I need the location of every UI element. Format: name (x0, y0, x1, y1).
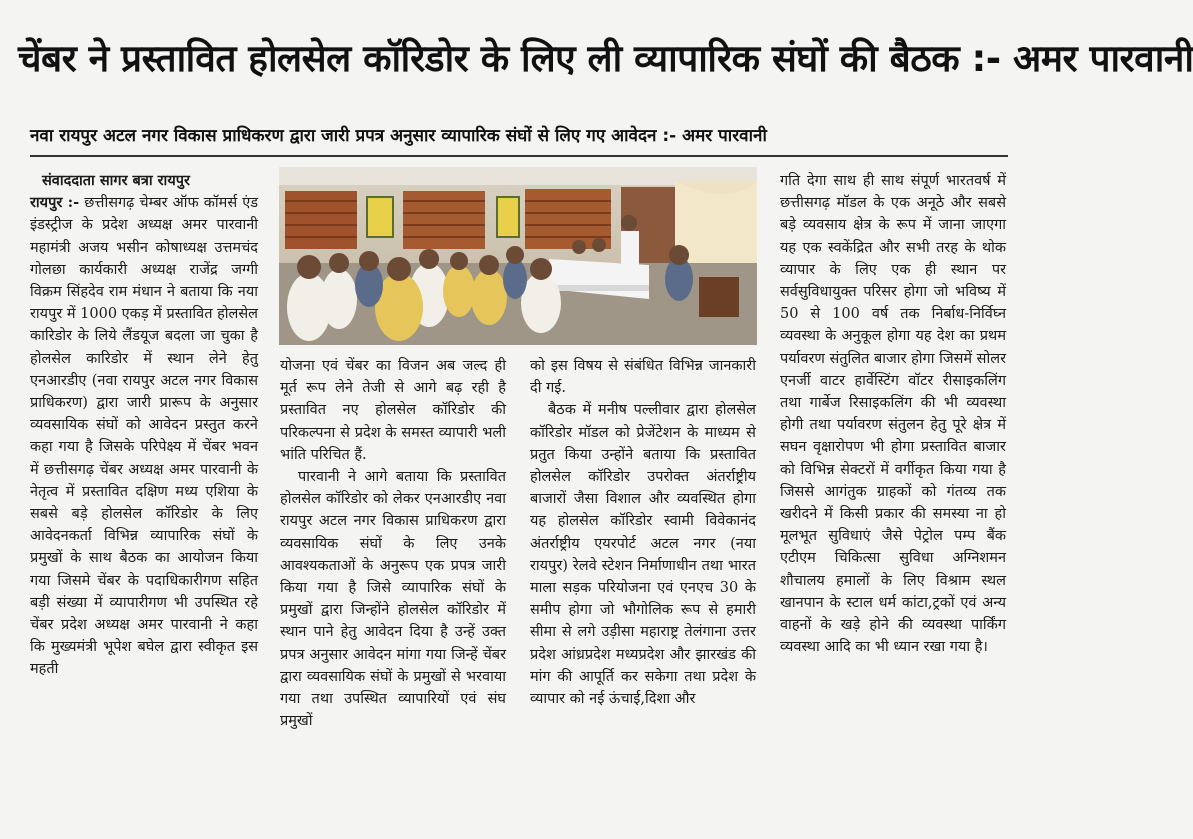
article-column-2 (280, 355, 506, 825)
column-1-text: छत्तीसगढ़ चेम्बर ऑफ कॉमर्स एंड इंडस्ट्रीज के प्रदेश अध्यक्ष अमर पारवानी महामंत्री अजय भसीन कोषाध्यक्ष उत्तमचंद गोलछा कार्यकारी अध्यक्ष राजेंद्र जग्गी विक्रम सिंहदेव राम मंधान ने बताया कि नया रायपुर में 1000 एकड़ में प्रस्तावित होलसेल कारिडोर के लिये लैंडयूज बदला जा चुका है होलसेल कारिडोर में स्थान लेने हेतु एनआरडीए (नवा रायपुर अटल नगर विकास प्राधिकरण) द्वारा जारी प्रारूप के अनुसार व्यवसायिक संघों को आवेदन प्रस्तुत करने कहा गया है जिसके परिपेक्ष्य में चेंबर भवन में छत्तीसगढ़ चेंबर अध्यक्ष अमर पारवानी के नेतृत्व में प्रस्तावित दक्षिण मध्य एशिया के सबसे बड़े होलसेल कॉरिडोर के लिए आवेदनकर्ता विभिन्न व्यापारिक संघों के प्रमुखों के साथ बैठक का आयोजन किया गया जिसमे चेंबर के पदाधिकारीगण सहित बड़ी संख्या में व्यापारीगण भी उपस्थित रहे चेंबर प्रदेश अध्यक्ष अमर पारवानी ने कहा कि मुख्यमंत्री भूपेश बघेल द्वारा स्वीकृत इस महती (30, 195, 258, 678)
meeting-photo (279, 167, 757, 345)
article-column-3 (530, 355, 756, 825)
column-4-text: गति देगा साथ ही साथ संपूर्ण भारतवर्ष में छत्तीसगढ़ मॉडल के एक अनूठे और सबसे बड़े व्यवसाय क्षेत्र के रूप में जाना जाएगा यह एक स्वकेंद्रित और सभी तरह के थोक व्यापार के लिए एक ही स्थान पर सर्वसुविधायुक्त परिसर होगा जो भविष्य में 50 से 100 वर्ष तक निर्बाध-निर्विघ्न व्यवस्था के अनुकूल होगा यह देश का प्रथम पर्यावरण संतुलित बाजार होगा जिसमें सोलर एनर्जी वाटर हार्वेस्टिंग वॉटर रीसाइकलिंग तथा गार्बेज रिसाइकलिंग की भी व्यवस्था होगी तथा पर्यावरण संतुलन हेतु पूरे क्षेत्र में सघन वृक्षारोपण भी होगा प्रस्तावित बाजार को विभिन्न सेक्टरों में वर्गीकृत किया गया है जिससे आगंतुक ग्राहकों को गंतव्य तक खरीदने में किसी प्रकार की समस्या ना हो मूलभूत सुविधाएं जैसे पेट्रोल पम्प बैंक एटीएम चिकित्सा सुविधा अग्निशमन शौचालय हमालों के लिए विश्राम स्थल खानपान के स्टाल धर्म कांटा,ट्रकों एवं अन्य वाहनों के खड़े होने की व्यवस्था पार्किंग व्यवस्था आदि का भी ध्यान रखा गया है। (780, 173, 1007, 656)
byline: संवाददाता सागर बत्रा रायपुर (42, 172, 190, 189)
subheadline: नवा रायपुर अटल नगर विकास प्राधिकरण द्वारा जारी प्रपत्र अनुसार व्यापारिक संघों से लिए गए आवेदन :- अमर पारवानी (30, 126, 767, 146)
article-column-4 (780, 170, 1006, 820)
meeting-photo-image (279, 167, 757, 345)
column-2-paragraph-2: पारवानी ने आगे बताया कि प्रस्तावित होलसेल कॉरिडोर को लेकर एनआरडीए नवा रायपुर अटल नगर विकास प्राधिकरण द्वारा व्यवसायिक संघों के लिए उनके आवश्यकताओं के अनुरूप एक प्रपत्र जारी किया गया है जिसे व्यापारिक संघों के प्रमुखों द्वारा जिन्होंने होलसेल कॉरिडोर में स्थान पाने हेतु आवेदन दिया है उन्हें उक्त प्रपत्र अनुसार आवेदन मांगा गया जिन्हें चेंबर द्वारा व्यवसायिक संघों के प्रमुखों से भरवाया गया तथा उपस्थित व्यापारियों एवं संघ प्रमुखों (280, 469, 506, 730)
article-column-1 (30, 170, 258, 820)
divider-rule (30, 155, 1008, 157)
lead-paragraph (30, 192, 258, 680)
column-3-paragraph-2: बैठक में मनीष पल्लीवार द्वारा होलसेल कॉरिडोर मॉडल को प्रेजेंटेशन के माध्यम से प्रतुत किया उन्होंने बताया कि प्रस्तावित होलसेल कॉरिडोर उपरोक्त अंतर्राष्ट्रीय बाजारों जैसा विशाल और व्यवस्थित होगा यह होलसेल कॉरिडोर स्वामी विवेकानंद अंतर्राष्ट्रीय एयरपोर्ट अटल नगर (नया रायपुर) रेलवे स्टेशन निर्माणाधीन तथा भारत माला सड़क परियोजना एवं एनएच 30 के समीप होगा जो भौगोलिक रूप से हमारी सीमा से लगे उड़ीसा महाराष्ट्र तेलंगाना उत्तर प्रदेश आंध्रप्रदेश मध्यप्रदेश और झारखंड की मांग की आपूर्ति कर सकेगा तथा प्रदेश के व्यापार को नई ऊंचाई,दिशा और (530, 402, 756, 708)
headline: चेंबर ने प्रस्तावित होलसेल कॉरिडोर के लिए ली व्यापारिक संघों की बैठक :- अमर पारवानी (18, 37, 1193, 80)
column-2-paragraph-1: योजना एवं चेंबर का विजन अब जल्द ही मूर्त रूप लेने तेजी से आगे बढ़ रही है प्रस्तावित नए होलसेल कॉरिडोर की परिकल्पना से प्रदेश के समस्त व्यापारी भली भांति परिचित हैं. (280, 358, 506, 463)
dateline: रायपुर :- (30, 194, 80, 212)
column-3-paragraph-1: को इस विषय से संबंधित विभिन्न जानकारी दी गई. (530, 358, 756, 397)
